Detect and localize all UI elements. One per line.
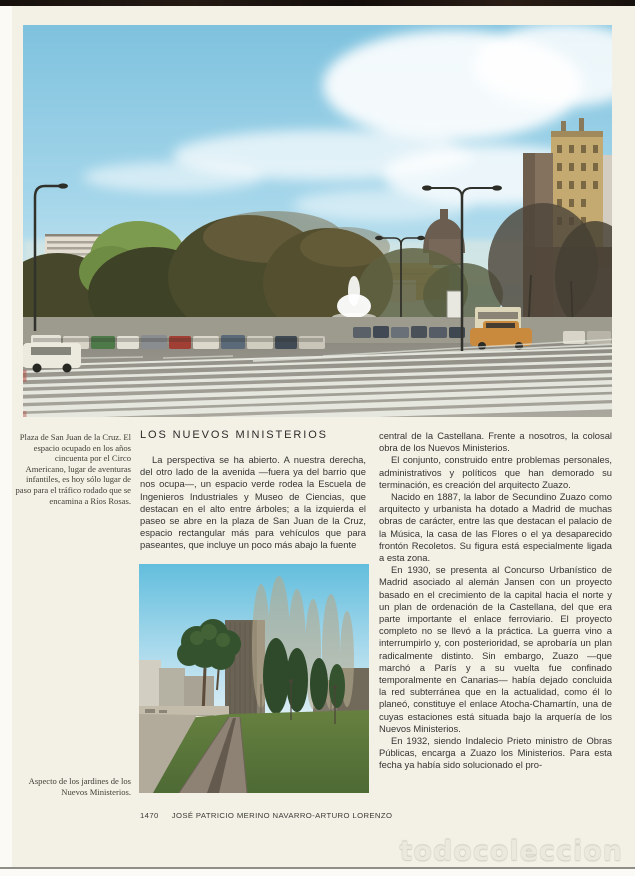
footer-authors: JOSÉ PATRICIO MERINO NAVARRO-ARTURO LORENZO [171,811,393,820]
main-photo-illustration [23,25,612,417]
scan-left-edge [0,6,12,876]
article-heading: LOS NUEVOS MINISTERIOS [140,429,328,441]
main-photo [23,25,612,417]
main-photo-caption: Plaza de San Juan de la Cruz. El espacio ocupado en los años cincuenta por el Circo Americano, lugar de aventuras infantiles, es hoy sólo lugar de paso para el tráfico rodado que se encamina a Ríos Rosas. [15,432,131,506]
scan-top-edge [0,0,635,6]
scan-bottom-edge [0,869,635,876]
watermark: todocoleccion [399,836,623,867]
article-paragraph: Nacido en 1887, la labor de Secundino Zuazo como arquitecto y urbanista ha dotado a Madrid de muchas obras de carácter, entre las que destacan el palacio de la Música, la casa de las Flores o el ya desaparecido frontón Recoletos. Su figura está especialmente ligada a esta zona. [379,491,612,564]
garden-photo-illustration [139,564,369,793]
garden-photo [139,564,369,793]
page-number: 1470 [140,811,159,820]
article-column-right [379,430,612,772]
garden-photo-caption: Aspecto de los jardines de los Nuevos Ministerios. [28,776,131,797]
page-footer [140,811,392,820]
article-paragraph: central de la Castellana. Frente a nosotros, la colosal obra de los Nuevos Ministerios. [379,430,612,454]
article-paragraph: La perspectiva se ha abierto. A nuestra derecha, del otro lado de la avenida —fuera ya del barrio que nos ocupa—, un espacio verde rodea la Escuela de Ingenieros Industriales y Museo de Ciencias, que destacan en el alto entre árboles; a la izquierda el paseo se abre en la plaza de San Juan de la Cruz, espacio rectangular más para vehículos que para paseantes, que incluye un poco más abajo la fuente [140,454,366,551]
article-column-mid [140,429,366,552]
article-paragraph: El conjunto, construido entre problemas personales, administrativos y políticos que han demorado su terminación, es creación del arquitecto Zuazo. [379,454,612,490]
article-paragraph: En 1932, siendo Indalecio Prieto ministro de Obras Públicas, encarga a Zuazo los Ministerios. Para esta fecha ya había sido solucionado el pro- [379,735,612,771]
article-paragraph: En 1930, se presenta al Concurso Urbanístico de Madrid asociado al alemán Jansen con un proyecto basado en el crecimiento de la capital hacia el norte y un plan de ordenación de la Castellana, del que era parte importante el enlace ferroviario. El proyecto completo no se llevó a la práctica. La guerra vino a interrumpirlo y, con posterioridad, se aprobaría un plan radicalmente distinto. Sin embargo, Zuazo —que marchó a París y a su vuelta fue confinado temporalmente en Canarias— había dejado concluida la red subterránea que en la actualidad, como él lo planeó, constituye el enlace Atocha-Chamartín, una de cuyas estaciones está situada bajo la arquería de los Nuevos Ministerios. [379,564,612,734]
